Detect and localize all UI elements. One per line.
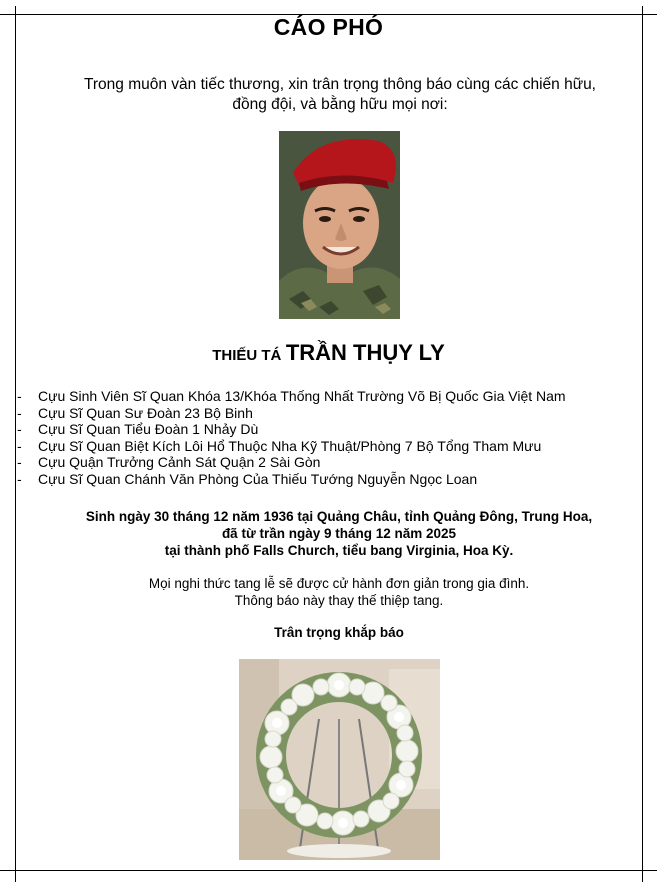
- bullet-dash: -: [17, 437, 22, 454]
- bullet-dash: -: [17, 470, 22, 487]
- career-item-text: Cựu Sĩ Quan Biệt Kích Lôi Hổ Thuộc Nha Kỹ Thuật/Phòng 7 Bộ Tổng Tham Mưu: [38, 437, 542, 454]
- closing-line: Trân trọng khắp báo: [274, 625, 404, 640]
- full-name: TRẦN THỤY LY: [285, 340, 445, 365]
- left-border-line: [15, 6, 16, 882]
- wreath-image: [239, 659, 440, 860]
- portrait-photo: [279, 131, 400, 319]
- bottom-border-line: [0, 870, 657, 871]
- rank-label: THIẾU TÁ: [212, 347, 282, 364]
- list-item: [17, 454, 637, 471]
- page-title: CÁO PHÓ: [273, 14, 384, 40]
- career-list: [17, 388, 637, 488]
- list-item: [17, 421, 637, 438]
- wreath-illustration: [239, 659, 440, 860]
- list-item: [17, 438, 637, 455]
- career-item-text: Cựu Sĩ Quan Sư Đoàn 23 Bộ Binh: [38, 404, 253, 421]
- death-line: đã từ trần ngày 9 tháng 12 năm 2025: [221, 526, 457, 541]
- death-place-line: tại thành phố Falls Church, tiểu bang Virginia, Hoa Kỳ.: [164, 543, 514, 558]
- list-item: [17, 471, 637, 488]
- portrait-illustration: [279, 131, 400, 319]
- career-item-text: Cựu Sĩ Quan Chánh Văn Phòng Của Thiếu Tướng Nguyễn Ngọc Loan: [38, 470, 478, 487]
- list-item: [17, 388, 637, 405]
- bullet-dash: -: [17, 454, 22, 471]
- birth-death-paragraph: [0, 508, 657, 559]
- career-item-text: Cựu Quận Trưởng Cảnh Sát Quận 2 Sài Gòn: [38, 454, 321, 471]
- career-item-text: Cựu Sĩ Quan Tiểu Đoàn 1 Nhảy Dù: [38, 421, 259, 438]
- bullet-dash: -: [17, 388, 22, 404]
- career-item-text: Cựu Sinh Viên Sĩ Quan Khóa 13/Khóa Thống Nhất Trường Võ Bị Quốc Gia Việt Nam: [38, 388, 566, 404]
- intro-line-2: đồng đội, và bằng hữu mọi nơi:: [232, 96, 448, 113]
- deceased-name-heading: [0, 340, 657, 366]
- list-item: [17, 405, 637, 422]
- right-border-line: [642, 6, 643, 882]
- intro-line-1: Trong muôn vàn tiếc thương, xin trân trọng thông báo cùng các chiến hữu,: [83, 76, 596, 93]
- bullet-dash: -: [17, 404, 22, 421]
- birth-line: Sinh ngày 30 tháng 12 năm 1936 tại Quảng Châu, tỉnh Quảng Đông, Trung Hoa,: [85, 509, 593, 524]
- intro-paragraph: [40, 75, 640, 115]
- bullet-dash: -: [17, 421, 22, 438]
- funeral-paragraph: [0, 576, 657, 609]
- funeral-line-2: Thông báo này thay thế thiệp tang.: [234, 592, 444, 608]
- funeral-line-1: Mọi nghi thức tang lễ sẽ được cử hành đơn giản trong gia đình.: [148, 576, 530, 591]
